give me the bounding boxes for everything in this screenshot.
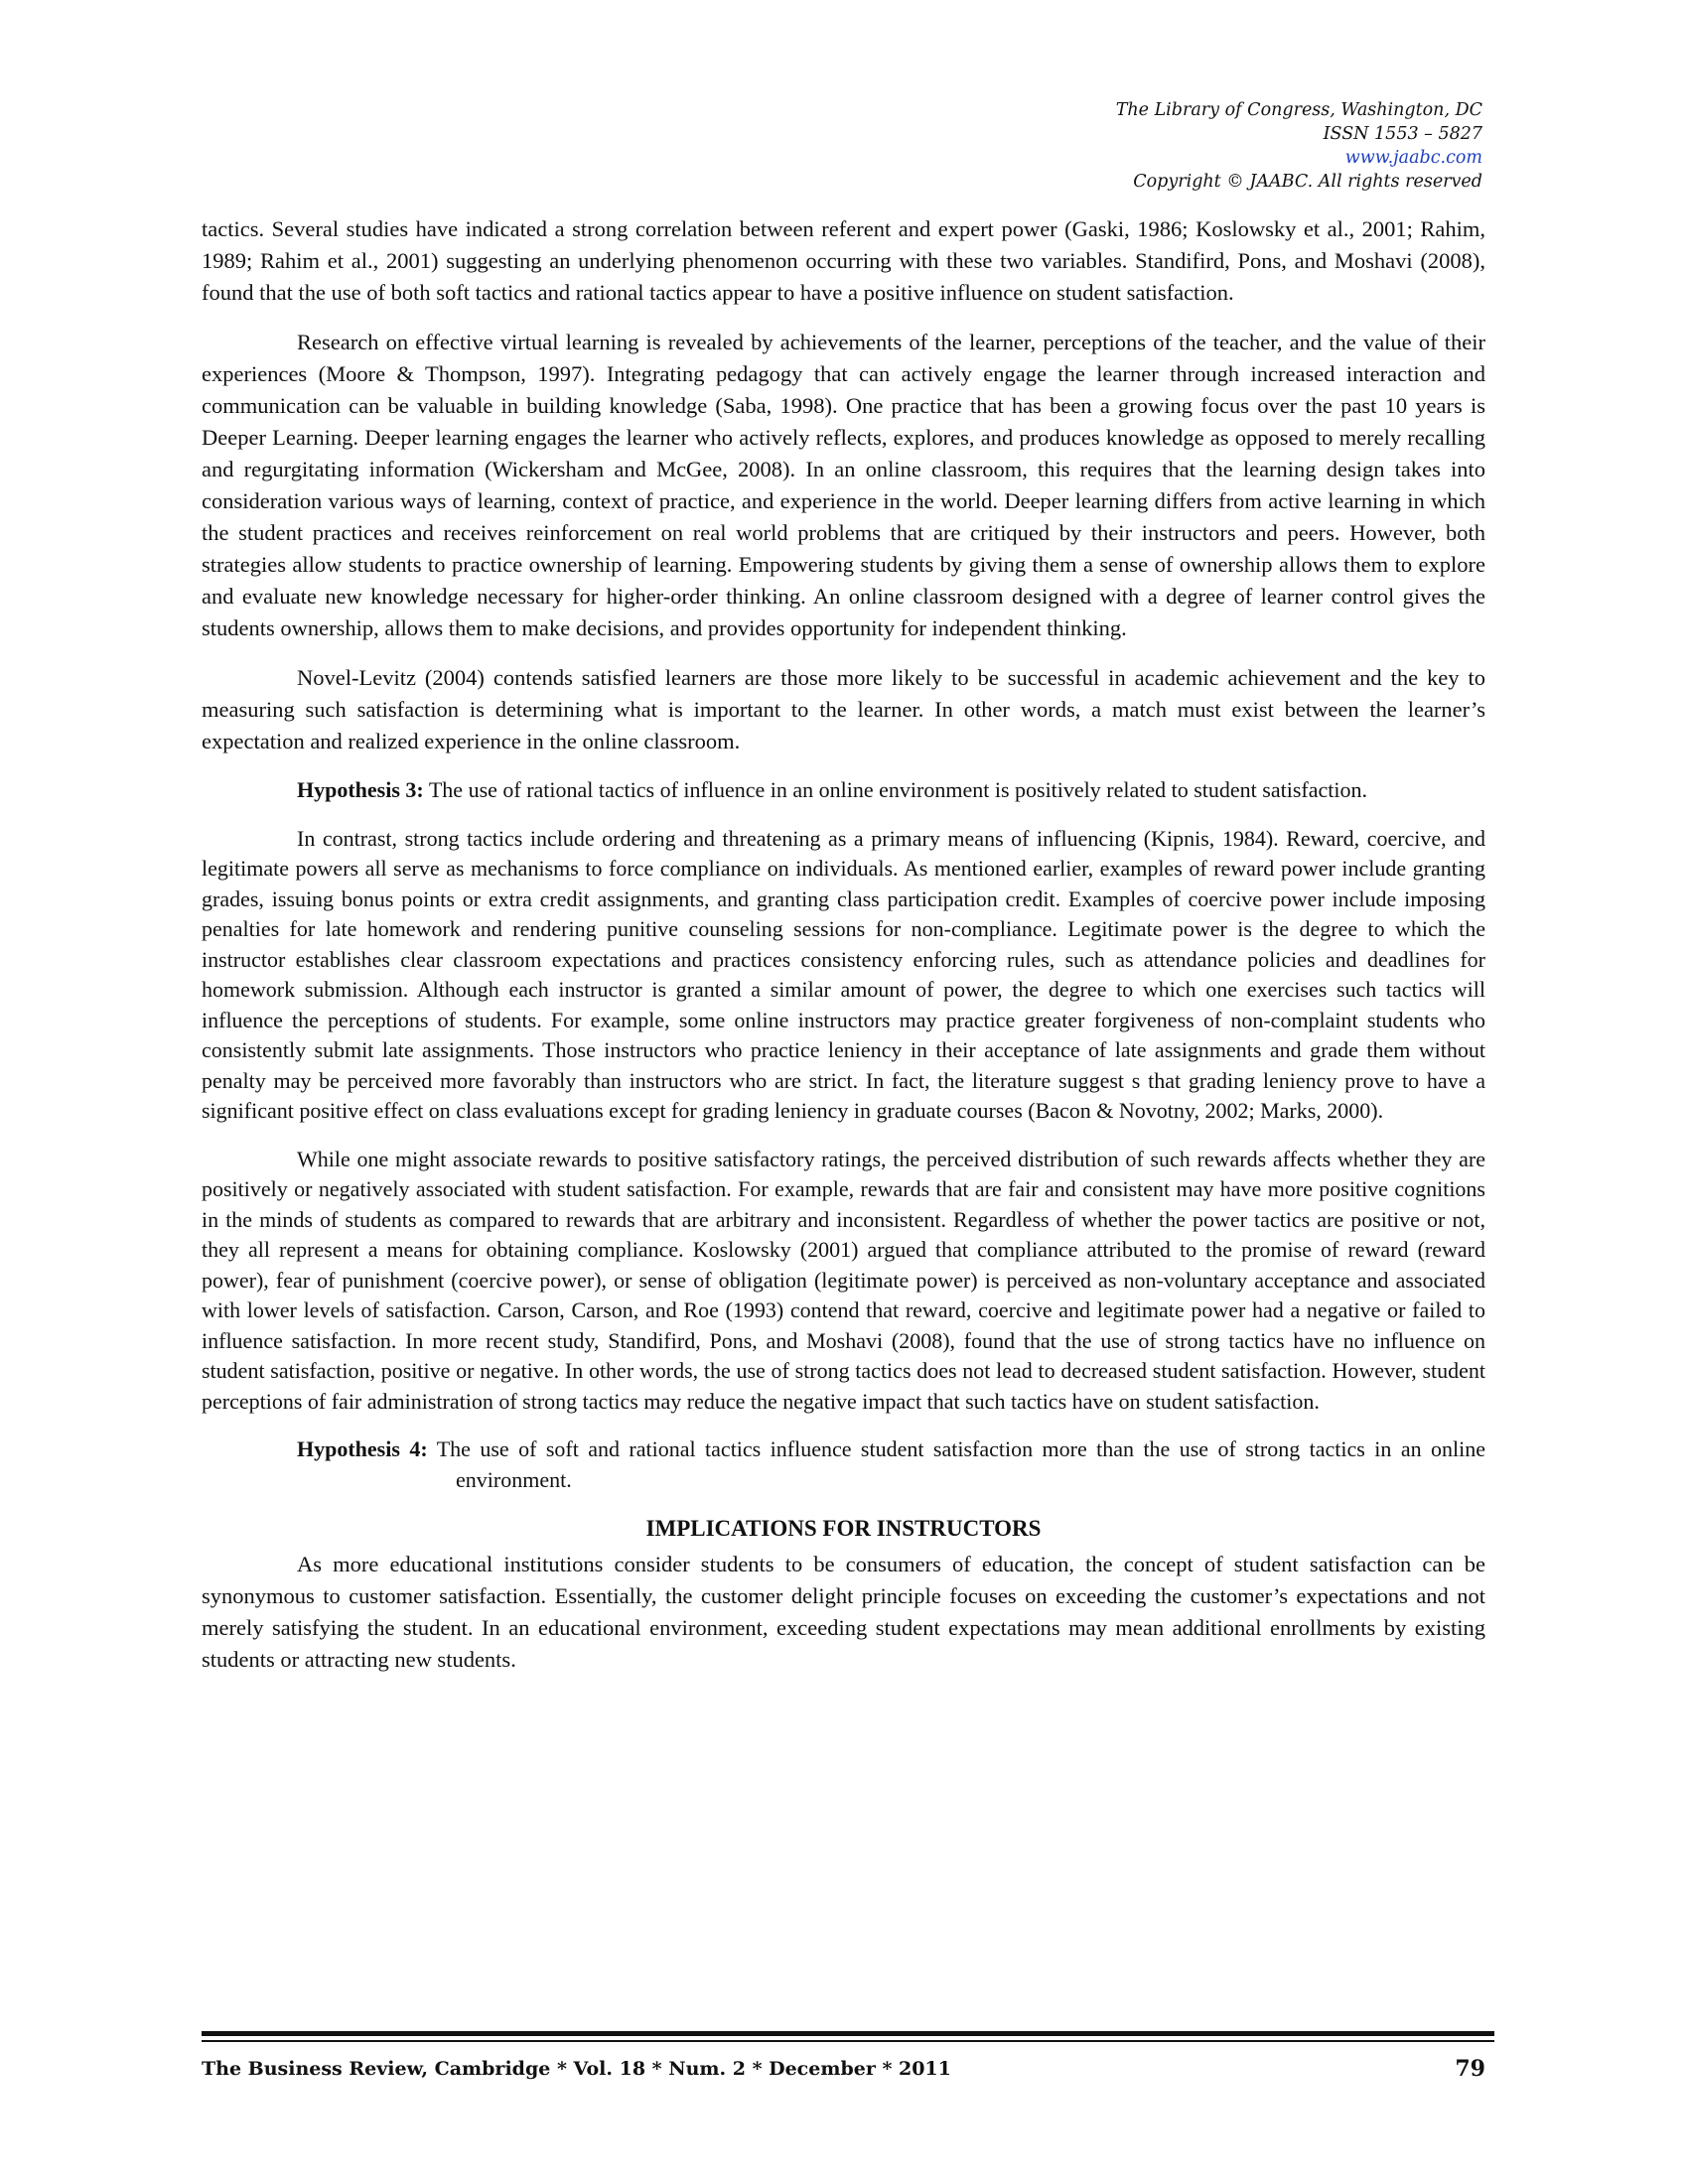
footer-rule-thick: [202, 2031, 1494, 2036]
footer-journal-citation: The Business Review, Cambridge * Vol. 18 * Num. 2 * December * 2011: [202, 2058, 951, 2080]
hypothesis-4: [297, 1434, 1485, 1495]
article-body: [202, 213, 1485, 1694]
hypothesis-4-label: Hypothesis 4:: [297, 1436, 428, 1461]
header-issn: ISSN 1553 – 5827: [1323, 124, 1482, 144]
header-website-link[interactable]: www.jaabc.com: [1344, 148, 1482, 168]
footer-rule-thin: [202, 2040, 1494, 2042]
page-footer: [202, 2056, 1485, 2082]
section-heading: IMPLICATIONS FOR INSTRUCTORS: [645, 1516, 1042, 1541]
hypothesis-3: [297, 775, 1485, 806]
paragraph-5: While one might associate rewards to positive satisfactory ratings, the perceived distribution of such rewards affects whether they are positively or negatively associated with student satisfaction. For example, rewards that are fair and consistent may have more positive cognitions in the minds of students as compared to rewards that are arbitrary and inconsistent. Regardless of whether the power tactics are positive or not, they all represent a means for obtaining compliance. Koslowsky (2001) argued that compliance attributed to the promise of reward (reward power), fear of punishment (coercive power), or sense of obligation (legitimate power) is perceived as non-voluntary acceptance and associated with lower levels of satisfaction. Carson, Carson, and Roe (1993) contend that reward, coercive and legitimate power had a negative or failed to influence satisfaction. In more recent study, Standifird, Pons, and Moshavi (2008), found that the use of strong tactics have no influence on student satisfaction, positive or negative. In other words, the use of strong tactics does not lead to decreased student satisfaction. However, student perceptions of fair administration of strong tactics may reduce the negative impact that such tactics have on student satisfaction.: [202, 1146, 1485, 1414]
header-copyright: Copyright © JAABC. All rights reserved: [1133, 172, 1482, 192]
hypothesis-4-text: The use of soft and rational tactics influence student satisfaction more than the use of strong tactics in an online environment.: [436, 1436, 1485, 1492]
paragraph-4: In contrast, strong tactics include ordering and threatening as a primary means of influencing (Kipnis, 1984). Reward, coercive, and legitimate powers all serve as mechanisms to force compliance on individuals. As mentioned earlier, examples of reward power include granting grades, issuing bonus points or extra credit assignments, and granting class participation credit. Examples of coercive power include imposing penalties for late homework and rendering punitive counseling sessions for non-compliance. Legitimate power is the degree to which the instructor establishes clear classroom expectations and practices consistency enforcing rules, such as attendance policies and deadlines for homework submission. Although each instructor is granted a similar amount of power, the degree to which one exercises such tactics will influence the perceptions of students. For example, some online instructors may practice greater forgiveness of non-complaint students who consistently submit late assignments. Those instructors who practice leniency in their acceptance of late assignments and grade them without penalty may be perceived more favorably than instructors who are strict. In fact, the literature suggest s that grading leniency prove to have a significant positive effect on class evaluations except for grading leniency in graduate courses (Bacon & Novotny, 2002; Marks, 2000).: [202, 825, 1485, 1123]
page-number: 79: [1455, 2056, 1485, 2082]
journal-header: [1116, 98, 1482, 194]
hypothesis-3-text: The use of rational tactics of influence in an online environment is positively related to student satisfaction.: [428, 777, 1367, 802]
hypothesis-3-label: Hypothesis 3:: [297, 777, 424, 802]
paragraph-2: Research on effective virtual learning is revealed by achievements of the learner, perceptions of the teacher, and the value of their experiences (Moore & Thompson, 1997). Integrating pedagogy that can actively engage the learner through increased interaction and communication can be valuable in building knowledge (Saba, 1998). One practice that has been a growing focus over the past 10 years is Deeper Learning. Deeper learning engages the learner who actively reflects, explores, and produces knowledge as opposed to merely recalling and regurgitating information (Wickersham and McGee, 2008). In an online classroom, this requires that the learning design takes into consideration various ways of learning, context of practice, and experience in the world. Deeper learning differs from active learning in which the student practices and receives reinforcement on real world problems that are critiqued by their instructors and peers. However, both strategies allow students to practice ownership of learning. Empowering students by giving them a sense of ownership allows them to explore and evaluate new knowledge necessary for higher-order thinking. An online classroom designed with a degree of learner control gives the students ownership, allows them to make decisions, and provides opportunity for independent thinking.: [202, 330, 1485, 640]
header-library: The Library of Congress, Washington, DC: [1115, 100, 1482, 120]
paragraph-3: Novel-Levitz (2004) contends satisfied learners are those more likely to be successful in academic achievement and the key to measuring such satisfaction is determining what is important to the learner. In other words, a match must exist between the learner’s expectation and realized experience in the online classroom.: [202, 665, 1485, 753]
paragraph-1: tactics. Several studies have indicated a strong correlation between referent and expert power (Gaski, 1986; Koslowsky et al., 2001; Rahim, 1989; Rahim et al., 2001) suggesting an underlying phenomenon occurring with these two variables. Standifird, Pons, and Moshavi (2008), found that the use of both soft tactics and rational tactics appear to have a positive influence on student satisfaction.: [202, 216, 1485, 305]
paragraph-6: As more educational institutions consider students to be consumers of education, the concept of student satisfaction can be synonymous to customer satisfaction. Essentially, the customer delight principle focuses on exceeding the customer’s expectations and not merely satisfying the student. In an educational environment, exceeding student expectations may mean additional enrollments by existing students or attracting new students.: [202, 1552, 1485, 1672]
